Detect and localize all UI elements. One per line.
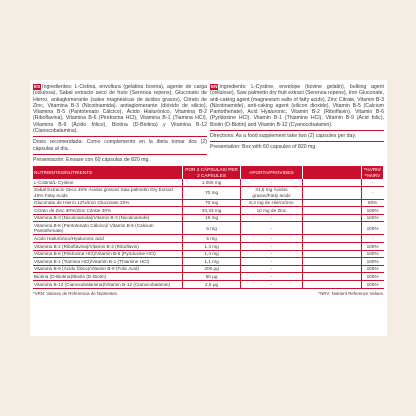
table-row — [33, 222, 384, 235]
dose-en: Directions: As a food supplement take two (2) capsules per day. — [210, 133, 357, 140]
table-cell — [302, 273, 361, 281]
table-cell: 5 mg — [183, 235, 241, 243]
table-cell: Sabal Extracto Seco 45% Ácidos grasos/ Saw palmetto Dry Extract 45% Fatty Acids — [33, 186, 183, 199]
table-cell: Vitamina B-2 (Riboflavina)/Vitamin B-2 (Riboflavin) — [33, 243, 183, 251]
table-cell: Citrato de Zinc 30%/Zinc Citrate 30% — [33, 207, 183, 215]
table-cell: - — [241, 243, 303, 251]
table-row — [33, 207, 384, 215]
ingredients-en-text: Ingredients: L-Cystine, envelope (bovine gelatin), bulking agent (cellulose), Saw palmetto dry fruit extract (Serenoa repens), Iron Gluconate, anti-caking agent (magnesium salts of fatty acids), Zinc Citrate, Vitamin B-3 (Nicotinamide), anti-caking agent (silicon dioxide), Vitamin B-5 (Calcium Pantothenate), Acid Hyaluronic, Vitamin B-2 (Riboflavin), Vitamin B-6 (Pyridoxine HCl), Vitamin B-1 (Thiamine HCl), Vitamin B-9 (Acid folic), Biotin (D-Biotin) and Vitamin B-12 (Cyanocobalamin). — [210, 84, 384, 128]
table-cell: Vitamina B-9 (Ácido fólico)/Vitamin B-9 (Folic Acid) — [33, 265, 183, 273]
table-cell: 16 mg — [183, 214, 241, 222]
table-cell: - — [361, 186, 383, 199]
table-cell: Gluconato de Hierro 12%/Iron Gluconate 20% — [33, 199, 183, 207]
presentation-es: Presentación: Envase con 60 cápsulas de 820 mg. — [33, 156, 150, 163]
table-cell: 1,1 mg — [183, 258, 241, 266]
table-cell — [302, 222, 361, 235]
table-cell: - — [361, 235, 383, 243]
table-row — [33, 235, 384, 243]
table-cell — [302, 207, 361, 215]
table-cell — [302, 179, 361, 186]
table-cell: 1,4 mg — [183, 243, 241, 251]
table-cell: 8,4 mg de Hierro/Iron — [241, 199, 303, 207]
table-cell — [302, 199, 361, 207]
table-cell: 10 mg de Zinc — [241, 207, 303, 215]
divider — [210, 141, 384, 142]
divider — [33, 136, 207, 137]
table-cell: 33,33 mg — [183, 207, 241, 215]
table-cell: - — [241, 265, 303, 273]
table-cell: 6 mg — [183, 222, 241, 235]
table-row — [33, 250, 384, 258]
table-cell — [302, 243, 361, 251]
table-cell: 100% — [361, 243, 383, 251]
table-cell — [302, 235, 361, 243]
table-cell: Ácido Hialurónico/Hyaluronic acid — [33, 235, 183, 243]
table-cell: 200 µg — [183, 265, 241, 273]
table-cell: 100% — [361, 265, 383, 273]
table-cell: L-Cistina/L-Cystine — [33, 179, 183, 186]
table-cell: - — [241, 281, 303, 289]
table-cell: 100% — [361, 214, 383, 222]
table-cell: 70 mg — [183, 186, 241, 199]
table-cell: 1.000 mg — [183, 179, 241, 186]
table-cell: Vitamina B-3 (Nicotinamida)/Vitamin B-3 (Nicotinamide) — [33, 214, 183, 222]
table-cell: - — [241, 250, 303, 258]
table-row — [33, 214, 384, 222]
column-en — [210, 84, 384, 163]
table-cell: Vitamina B-1 (Tiamina HCl)/Vitamin B-1 (Thiamine HCl) — [33, 258, 183, 266]
nutrition-table — [33, 166, 384, 288]
table-row — [33, 281, 384, 289]
header-nrv: *%VRN/ *%NRV — [361, 166, 383, 179]
lang-badge-en: EN — [211, 84, 218, 89]
footnotes — [33, 291, 384, 296]
table-cell: 100% — [361, 207, 383, 215]
table-cell: Biotina (D-Biotina)/Biotin (D-Biotin) — [33, 273, 183, 281]
header-provides: APORTA/PROVIDES — [241, 166, 303, 179]
table-cell: - — [241, 214, 303, 222]
table-cell: - — [241, 273, 303, 281]
table-cell — [302, 258, 361, 266]
table-cell: 100% — [361, 222, 383, 235]
table-cell — [302, 214, 361, 222]
table-cell: 100% — [361, 281, 383, 289]
header-per-2-capsules: POR 2 CÁPSULAS/ PER 2 CAPSULES — [183, 166, 241, 179]
table-row — [33, 186, 384, 199]
header-blank — [302, 166, 361, 179]
header-nutrients: NUTRIENTES/NUTRIENTS — [33, 166, 183, 179]
table-cell: 70 mg — [183, 199, 241, 207]
table-cell: 1,4 mg — [183, 250, 241, 258]
text-columns — [33, 84, 384, 163]
table-cell: 100% — [361, 273, 383, 281]
divider — [33, 154, 207, 155]
dose-es: Dosis recomendada: Como complemento en la dieta tomar dos (2) cápsulas al día. — [33, 139, 207, 152]
table-cell — [302, 250, 361, 258]
ingredients-es-text: Ingredientes: L-Cistina, envoltura (gelatina bovina), agente de carga (celulosa), Sabal extracto seco de fruto (Serenoa repens), Gluconato de Hierro, antiaglomerante (sales magnésicas de ácidos grasos), Citrato de Zinc, Vitamina B-3 (Nicotinamida), antiaglomerante (dióxido de silicio), Vitamina B-5 (Pantotenato Cálcico), Ácido Hialurónico, Vitamina B-2 (Riboflavina), Vitamina B-6 (Piridoxina HCl), Vitamina B-1 (Tiamina HCl), Vitamina B-9 (Ácido fólico), Biotina (D-Biotina) y Vitamina B-12 (Cianocobalamina). — [33, 84, 207, 135]
table-cell: 2,5 µg — [183, 281, 241, 289]
column-es — [33, 84, 207, 163]
table-row — [33, 199, 384, 207]
ingredients-en — [210, 84, 384, 128]
table-cell: 100% — [361, 250, 383, 258]
table-cell — [302, 186, 361, 199]
presentation-en: Presentation: Box with 60 capsules of 820 mg. — [210, 144, 317, 151]
table-cell: Vitamina B-5 (Pantotenato Cálcico)/ Vitamin B-5 (Calcium Pantothenate) — [33, 222, 183, 235]
table-row — [33, 273, 384, 281]
footnote-es: *VRN: Valores de Referencia de Nutrientes. — [33, 290, 119, 296]
lang-badge-es: ES — [34, 84, 41, 89]
table-body — [33, 179, 384, 288]
table-cell — [302, 265, 361, 273]
table-row — [33, 179, 384, 186]
table-row — [33, 243, 384, 251]
table-cell: - — [241, 222, 303, 235]
table-header-row — [33, 166, 384, 179]
divider — [210, 130, 384, 131]
table-cell: - — [241, 258, 303, 266]
table-cell: 60% — [361, 199, 383, 207]
ingredients-es — [33, 84, 207, 134]
label-card — [30, 80, 387, 336]
table-cell: 31,5 mg Ácidos grasos/Fatty acids — [241, 186, 303, 199]
table-cell: 50 µg — [183, 273, 241, 281]
table-row — [33, 258, 384, 266]
table-cell: - — [361, 179, 383, 186]
footnote-en: *NRV: Nutrient Reference Values. — [318, 290, 384, 296]
table-row — [33, 265, 384, 273]
table-cell: Vitamina B-12 (Cianocobalamina)/Vitamin B-12 (Cianocobalamin) — [33, 281, 183, 289]
table-cell: - — [241, 179, 303, 186]
table-cell: Vitamina B-6 (Piridoxina HCl)/Vitamin B-6 (Pyridoxine HCl) — [33, 250, 183, 258]
table-cell — [302, 281, 361, 289]
table-cell: 100% — [361, 258, 383, 266]
table-cell: - — [241, 235, 303, 243]
